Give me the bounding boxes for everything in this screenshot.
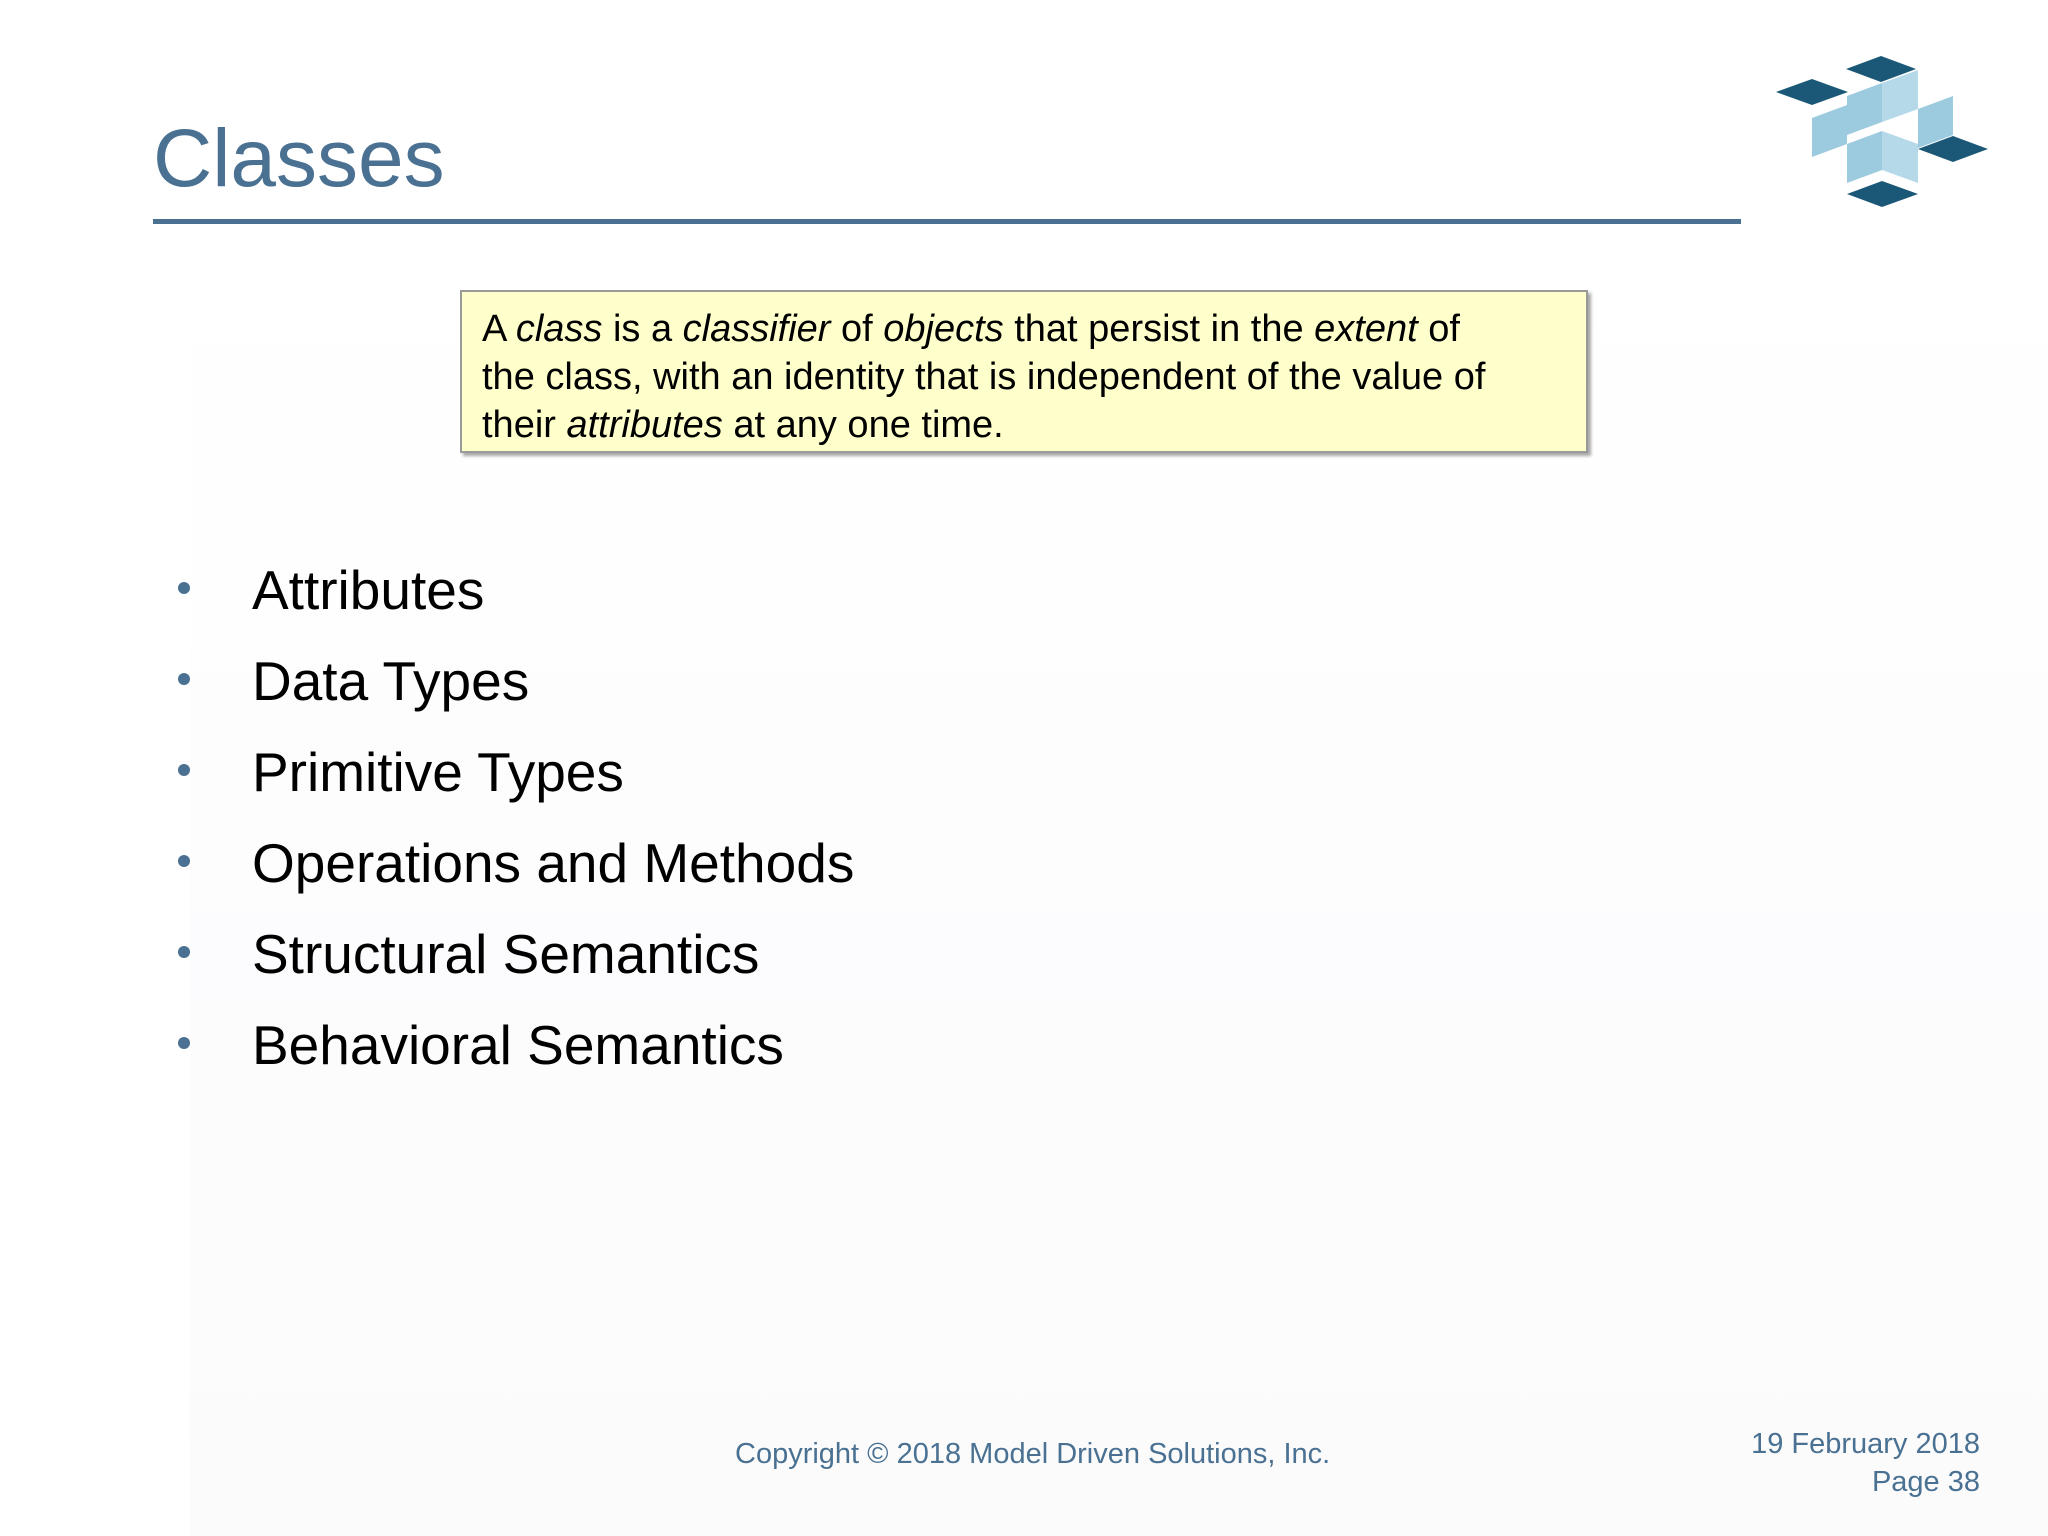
- topic-label: Primitive Types: [252, 741, 624, 803]
- bullet-icon: [178, 764, 190, 776]
- definition-text: of: [1417, 308, 1460, 350]
- footer-date: 19 February 2018: [1751, 1428, 1980, 1460]
- topic-label: Structural Semantics: [252, 923, 760, 985]
- logo-light-panel-6: [1882, 131, 1918, 183]
- definition-term: class: [515, 308, 603, 350]
- class-definition-note: [460, 290, 1588, 453]
- bullet-icon: [178, 673, 190, 685]
- definition-line-3: [482, 401, 1568, 449]
- definition-text: the class, with an identity that is independent of the value of: [482, 356, 1486, 398]
- topic-label: Operations and Methods: [252, 832, 855, 894]
- bullet-icon: [178, 855, 190, 867]
- logo-light-panel-1: [1847, 83, 1882, 135]
- definition-text: is a: [602, 308, 683, 350]
- definition-term: objects: [883, 308, 1004, 350]
- title-underline: [153, 219, 1741, 224]
- logo-light-panel-3: [1812, 105, 1847, 157]
- logo-light-panel-5: [1847, 131, 1882, 183]
- definition-text: at any one time.: [722, 404, 1004, 446]
- bullet-icon: [178, 946, 190, 958]
- logo-left-diamond: [1776, 79, 1848, 105]
- definition-term: attributes: [566, 404, 723, 446]
- definition-text: of: [830, 308, 884, 350]
- footer-page-number: Page 38: [1871, 1466, 1980, 1498]
- definition-text: A: [482, 308, 516, 350]
- topic-label: Attributes: [252, 559, 485, 621]
- definition-line-2: [482, 353, 1568, 401]
- slide-title: Classes: [153, 113, 445, 204]
- definition-line-1: [482, 305, 1568, 353]
- logo-bottom-diamond: [1847, 181, 1918, 207]
- definition-text: their: [482, 404, 567, 446]
- topic-label: Data Types: [252, 650, 530, 712]
- bullet-icon: [178, 1037, 190, 1049]
- stacked-cubes-logo: [1776, 56, 1988, 208]
- definition-term: classifier: [682, 308, 831, 350]
- definition-term: extent: [1314, 308, 1418, 350]
- definition-text: that persist in the: [1003, 308, 1315, 350]
- topic-label: Behavioral Semantics: [252, 1014, 784, 1076]
- bullet-icon: [178, 582, 190, 594]
- footer-copyright: Copyright © 2018 Model Driven Solutions, Inc.: [735, 1438, 1331, 1470]
